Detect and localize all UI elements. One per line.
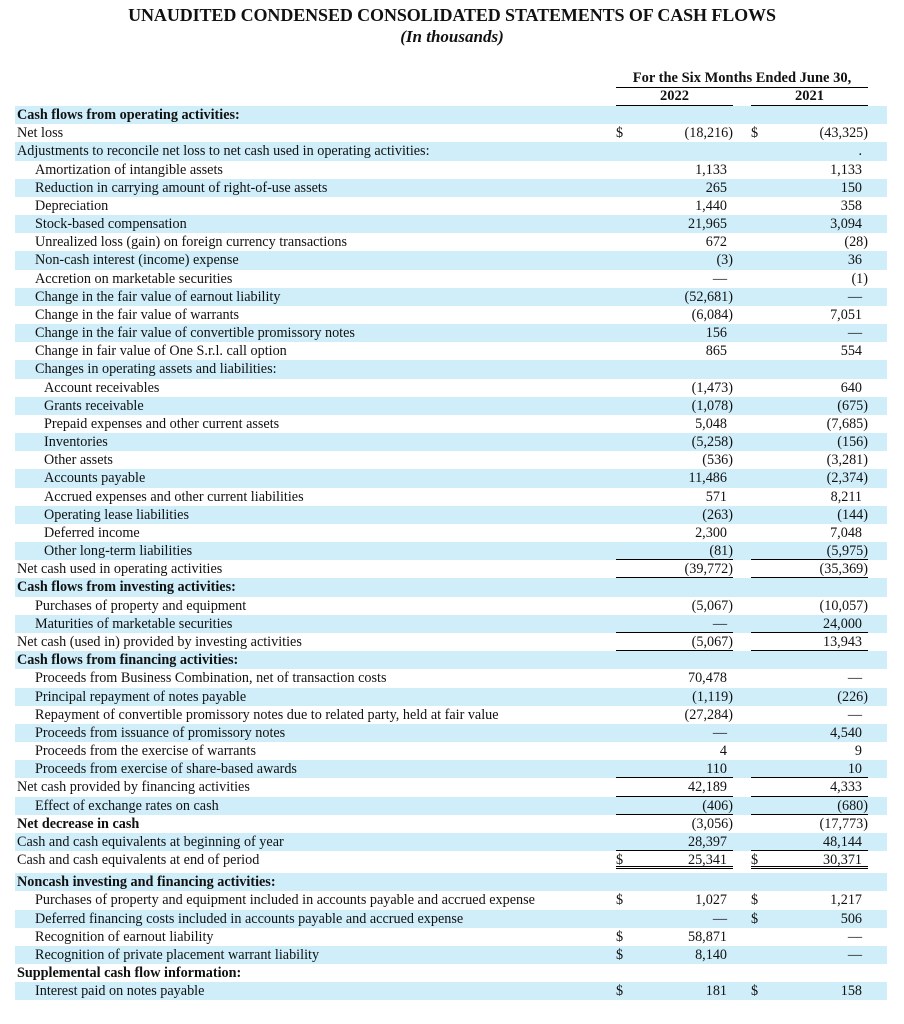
value-cell-2021 — [751, 669, 868, 687]
cell-value: (10,057) — [819, 597, 868, 614]
cell-value: 28,397 — [687, 833, 727, 850]
value-cell-2022 — [616, 179, 733, 197]
table-row — [15, 288, 887, 306]
value-cell-2022 — [616, 488, 733, 506]
cell-value: 156 — [705, 325, 727, 342]
row-label: Proceeds from Business Combination, net of transaction costs — [35, 670, 387, 687]
row-label: Cash and cash equivalents at end of period — [17, 852, 260, 869]
value-cell-2021 — [751, 379, 868, 397]
cell-value: — — [847, 928, 862, 945]
value-cell-2021 — [751, 910, 868, 928]
row-label: Effect of exchange rates on cash — [35, 797, 219, 814]
row-label: Cash flows from financing activities: — [17, 652, 239, 669]
currency-symbol: $ — [616, 852, 624, 869]
cell-value: 4,540 — [830, 724, 862, 741]
table-row — [15, 946, 887, 964]
table-row — [15, 982, 887, 1000]
section-header-row — [15, 873, 887, 891]
row-label: Noncash investing and financing activities: — [17, 874, 276, 891]
value-cell-2022 — [616, 379, 733, 397]
currency-symbol: $ — [616, 928, 624, 945]
section-header-row — [15, 578, 887, 596]
value-cell-2021 — [751, 324, 868, 342]
row-label: Other assets — [44, 452, 113, 469]
cell-value: (2,374) — [826, 470, 868, 487]
value-cell-2022 — [616, 397, 733, 415]
cell-value: (1,078) — [691, 397, 733, 414]
value-cell-2022 — [616, 706, 733, 724]
value-cell-2022 — [616, 360, 733, 378]
cell-value: (5,067) — [691, 597, 733, 614]
table-row — [15, 928, 887, 946]
cell-value: 11,486 — [688, 470, 727, 487]
table-row — [15, 669, 887, 687]
table-row — [15, 124, 887, 142]
row-label: Recognition of earnout liability — [35, 928, 214, 945]
cell-value: 358 — [840, 197, 862, 214]
table-row — [15, 778, 887, 796]
value-cell-2022 — [616, 578, 733, 596]
cell-value: 5,048 — [695, 415, 727, 432]
value-cell-2022 — [616, 469, 733, 487]
statement-subtitle: (In thousands) — [400, 27, 504, 46]
cell-value: — — [712, 724, 727, 741]
value-cell-2022 — [616, 688, 733, 706]
cell-value: 42,189 — [687, 779, 727, 796]
value-cell-2022 — [616, 415, 733, 433]
cell-value: 58,871 — [687, 928, 727, 945]
table-row — [15, 833, 887, 851]
value-cell-2021 — [751, 106, 868, 124]
value-cell-2021 — [751, 615, 868, 633]
cell-value: 265 — [705, 179, 727, 196]
value-cell-2022 — [616, 615, 733, 633]
table-row — [15, 142, 887, 160]
table-row — [15, 615, 887, 633]
cell-value: (28) — [844, 234, 868, 251]
row-label: Reduction in carrying amount of right-of-use assets — [35, 179, 328, 196]
value-cell-2021 — [751, 928, 868, 946]
row-label: Non-cash interest (income) expense — [35, 252, 239, 269]
cell-value: (3,056) — [691, 815, 733, 832]
value-cell-2021 — [751, 270, 868, 288]
row-label: Adjustments to reconcile net loss to net cash used in operating activities: — [17, 143, 430, 160]
value-cell-2022 — [616, 597, 733, 615]
value-cell-2021 — [751, 360, 868, 378]
table-row — [15, 797, 887, 815]
value-cell-2021 — [751, 815, 868, 833]
value-cell-2022 — [616, 815, 733, 833]
value-cell-2021 — [751, 560, 868, 578]
table-row — [15, 251, 887, 269]
cell-value: 506 — [840, 910, 862, 927]
value-cell-2022 — [616, 524, 733, 542]
cell-value: (675) — [837, 397, 868, 414]
cell-value: (3) — [716, 252, 733, 269]
cell-value: (39,772) — [684, 561, 733, 578]
value-cell-2022 — [616, 651, 733, 669]
value-cell-2021 — [751, 506, 868, 524]
row-label: Accounts payable — [44, 470, 146, 487]
table-row — [15, 742, 887, 760]
row-label: Cash flows from operating activities: — [17, 107, 240, 123]
value-cell-2021 — [751, 469, 868, 487]
value-cell-2022 — [616, 124, 733, 142]
value-cell-2021 — [751, 288, 868, 306]
row-label: Proceeds from issuance of promissory notes — [35, 724, 286, 741]
cell-value: — — [712, 615, 727, 632]
row-label: Accrued expenses and other current liabilities — [44, 488, 304, 505]
cell-value: 571 — [705, 488, 727, 505]
cell-value: — — [847, 946, 862, 963]
value-cell-2021 — [751, 578, 868, 596]
cell-value: (43,325) — [819, 125, 868, 142]
value-cell-2022 — [616, 633, 733, 651]
value-cell-2021 — [751, 215, 868, 233]
cell-value: 24,000 — [822, 615, 862, 632]
value-cell-2021 — [751, 451, 868, 469]
value-cell-2022 — [616, 982, 733, 1000]
cell-value: 10 — [847, 761, 862, 778]
currency-symbol: $ — [751, 983, 759, 1000]
cell-value: 2,300 — [695, 524, 727, 541]
value-cell-2021 — [751, 873, 868, 891]
row-label: Principal repayment of notes payable — [35, 688, 247, 705]
row-label: Other long-term liabilities — [44, 543, 193, 560]
currency-symbol: $ — [616, 125, 624, 142]
value-cell-2021 — [751, 724, 868, 742]
value-cell-2022 — [616, 106, 733, 124]
value-cell-2021 — [751, 982, 868, 1000]
value-cell-2021 — [751, 306, 868, 324]
value-cell-2022 — [616, 142, 733, 160]
value-cell-2021 — [751, 415, 868, 433]
value-cell-2021 — [751, 397, 868, 415]
value-cell-2021 — [751, 488, 868, 506]
cell-value: 48,144 — [822, 833, 862, 850]
statement-title: UNAUDITED CONDENSED CONSOLIDATED STATEMENTS OF CASH FLOWS — [128, 5, 776, 25]
value-cell-2021 — [751, 197, 868, 215]
value-cell-2021 — [751, 233, 868, 251]
row-label: Net loss — [17, 125, 64, 142]
cell-value: 7,051 — [830, 306, 862, 323]
value-cell-2022 — [616, 270, 733, 288]
value-cell-2021 — [751, 706, 868, 724]
currency-symbol: $ — [751, 852, 759, 869]
value-cell-2022 — [616, 560, 733, 578]
value-cell-2022 — [616, 306, 733, 324]
row-label: Change in fair value of One S.r.l. call option — [35, 343, 287, 360]
table-row — [15, 415, 887, 433]
value-cell-2022 — [616, 851, 733, 869]
row-label: Net cash used in operating activities — [17, 561, 223, 578]
table-row — [15, 760, 887, 778]
table-row — [15, 379, 887, 397]
cell-value: (27,284) — [684, 706, 733, 723]
value-cell-2022 — [616, 161, 733, 179]
section-header-row — [15, 106, 887, 124]
cell-value: 672 — [705, 234, 727, 251]
cell-value: 25,341 — [687, 852, 727, 869]
row-label: Purchases of property and equipment — [35, 597, 247, 614]
cell-value: 3,094 — [830, 216, 862, 233]
section-header-row — [15, 964, 887, 982]
value-cell-2021 — [751, 778, 868, 796]
row-label: Deferred income — [44, 524, 140, 541]
table-row — [15, 724, 887, 742]
value-cell-2022 — [616, 742, 733, 760]
value-cell-2021 — [751, 946, 868, 964]
cell-value: 4 — [719, 743, 727, 760]
value-cell-2022 — [616, 433, 733, 451]
column-header-2021: 2021 — [751, 88, 868, 106]
cell-value: 21,965 — [687, 216, 727, 233]
table-row — [15, 215, 887, 233]
value-cell-2021 — [751, 760, 868, 778]
cell-value: (1,473) — [691, 379, 733, 396]
cell-value: (536) — [702, 452, 733, 469]
cell-value: (52,681) — [684, 288, 733, 305]
value-cell-2021 — [751, 833, 868, 851]
table-row — [15, 633, 887, 651]
table-row — [15, 851, 887, 869]
row-label: Purchases of property and equipment included in accounts payable and accrued expense — [35, 892, 535, 909]
row-label: Supplemental cash flow information: — [17, 965, 242, 982]
cell-value: (5,067) — [691, 633, 733, 650]
cell-value: 1,217 — [830, 892, 862, 909]
value-cell-2022 — [616, 833, 733, 851]
value-cell-2022 — [616, 797, 733, 815]
cell-value: 7,048 — [830, 524, 862, 541]
table-row — [15, 161, 887, 179]
row-label: Repayment of convertible promissory notes due to related party, held at fair value — [35, 706, 499, 723]
value-cell-2022 — [616, 233, 733, 251]
section-header-row — [15, 815, 887, 833]
cell-value: 1,133 — [695, 161, 727, 178]
value-cell-2021 — [751, 142, 868, 160]
table-row — [15, 306, 887, 324]
cell-value: 1,440 — [695, 197, 727, 214]
row-label: Proceeds from exercise of share-based awards — [35, 761, 297, 778]
value-cell-2021 — [751, 524, 868, 542]
cell-value: 13,943 — [822, 633, 862, 650]
row-label: Operating lease liabilities — [44, 506, 189, 523]
cell-value: 30,371 — [822, 852, 862, 869]
currency-symbol: $ — [616, 983, 624, 1000]
value-cell-2021 — [751, 342, 868, 360]
row-label: Cash flows from investing activities: — [17, 579, 236, 596]
value-cell-2021 — [751, 651, 868, 669]
cell-value: (5,258) — [691, 434, 733, 451]
row-label: Grants receivable — [44, 397, 144, 414]
cell-value: (156) — [837, 434, 868, 451]
table-row — [15, 891, 887, 909]
cell-value: — — [712, 910, 727, 927]
value-cell-2022 — [616, 724, 733, 742]
value-cell-2021 — [751, 851, 868, 869]
table-row — [15, 433, 887, 451]
table-row — [15, 397, 887, 415]
table-row — [15, 324, 887, 342]
value-cell-2021 — [751, 797, 868, 815]
value-cell-2022 — [616, 891, 733, 909]
cell-value: 1,133 — [830, 161, 862, 178]
table-row — [15, 469, 887, 487]
cell-value: 865 — [705, 343, 727, 360]
currency-symbol: $ — [616, 946, 624, 963]
value-cell-2021 — [751, 964, 868, 982]
row-label: Change in the fair value of convertible promissory notes — [35, 325, 355, 342]
row-label: Change in the fair value of earnout liability — [35, 288, 281, 305]
value-cell-2022 — [616, 946, 733, 964]
value-cell-2021 — [751, 161, 868, 179]
cell-value: — — [712, 270, 727, 287]
cell-value: 8,211 — [830, 488, 862, 505]
value-cell-2021 — [751, 597, 868, 615]
value-cell-2022 — [616, 778, 733, 796]
cell-value: (406) — [702, 797, 733, 814]
row-label: Deferred financing costs included in accounts payable and accrued expense — [35, 910, 464, 927]
cell-value: (6,084) — [691, 306, 733, 323]
row-label: Net cash (used in) provided by investing activities — [17, 633, 302, 650]
value-cell-2021 — [751, 633, 868, 651]
cell-value: 9 — [854, 743, 862, 760]
value-cell-2022 — [616, 197, 733, 215]
value-cell-2021 — [751, 742, 868, 760]
cell-value: (680) — [837, 797, 868, 814]
value-cell-2021 — [751, 891, 868, 909]
cell-value: 70,478 — [687, 670, 727, 687]
value-cell-2022 — [616, 542, 733, 560]
row-label: Proceeds from the exercise of warrants — [35, 743, 256, 760]
value-cell-2022 — [616, 873, 733, 891]
table-row — [15, 506, 887, 524]
table-row — [15, 524, 887, 542]
table-row — [15, 560, 887, 578]
cell-value: 640 — [840, 379, 862, 396]
cell-value: 181 — [705, 983, 727, 1000]
table-row — [15, 910, 887, 928]
row-label: Amortization of intangible assets — [35, 161, 223, 178]
row-label: Cash and cash equivalents at beginning of year — [17, 833, 284, 850]
row-label: Change in the fair value of warrants — [35, 306, 240, 323]
row-label: Accretion on marketable securities — [35, 270, 233, 287]
value-cell-2022 — [616, 288, 733, 306]
cell-value: (144) — [837, 506, 868, 523]
cell-value: 110 — [706, 761, 727, 778]
currency-symbol: $ — [751, 892, 759, 909]
table-row — [15, 342, 887, 360]
value-cell-2022 — [616, 910, 733, 928]
table-row — [15, 597, 887, 615]
row-label: Changes in operating assets and liabilities: — [35, 361, 277, 378]
cell-value: (17,773) — [819, 815, 868, 832]
currency-symbol: $ — [751, 125, 759, 142]
table-row — [15, 360, 887, 378]
value-cell-2022 — [616, 251, 733, 269]
row-label: Stock-based compensation — [35, 216, 187, 233]
table-row — [15, 706, 887, 724]
row-label: Depreciation — [35, 197, 109, 214]
value-cell-2021 — [751, 124, 868, 142]
cell-value: 150 — [840, 179, 862, 196]
value-cell-2021 — [751, 251, 868, 269]
value-cell-2022 — [616, 342, 733, 360]
cell-value: (1,119) — [692, 688, 733, 705]
cell-value: 1,027 — [695, 892, 727, 909]
row-label: Unrealized loss (gain) on foreign currency transactions — [35, 234, 348, 251]
table-row — [15, 270, 887, 288]
column-header-2022: 2022 — [616, 88, 733, 106]
cell-value: 554 — [840, 343, 862, 360]
cell-value: — — [847, 288, 862, 305]
cell-value: (5,975) — [826, 543, 868, 560]
value-cell-2022 — [616, 215, 733, 233]
cell-value: . — [858, 143, 862, 160]
value-cell-2022 — [616, 324, 733, 342]
cell-value: (81) — [709, 543, 733, 560]
cell-value: (226) — [837, 688, 868, 705]
table-row — [15, 179, 887, 197]
value-cell-2022 — [616, 506, 733, 524]
table-row — [15, 488, 887, 506]
cell-value: 36 — [847, 252, 862, 269]
cash-flow-table — [15, 106, 887, 1000]
row-label: Net decrease in cash — [17, 815, 140, 832]
row-label: Interest paid on notes payable — [35, 983, 205, 1000]
value-cell-2021 — [751, 688, 868, 706]
cell-value: 158 — [840, 983, 862, 1000]
cell-value: (1) — [851, 270, 868, 287]
row-label: Inventories — [44, 434, 108, 451]
value-cell-2022 — [616, 928, 733, 946]
cell-value: 8,140 — [695, 946, 727, 963]
cell-value: (263) — [702, 506, 733, 523]
row-label: Recognition of private placement warrant liability — [35, 946, 320, 963]
value-cell-2021 — [751, 542, 868, 560]
section-header-row — [15, 651, 887, 669]
cell-value: (35,369) — [819, 561, 868, 578]
cell-value: — — [847, 706, 862, 723]
table-row — [15, 451, 887, 469]
currency-symbol: $ — [616, 892, 624, 909]
row-label: Net cash provided by financing activities — [17, 779, 250, 796]
value-cell-2022 — [616, 760, 733, 778]
table-row — [15, 197, 887, 215]
period-header: For the Six Months Ended June 30, — [616, 69, 868, 88]
cell-value: (18,216) — [684, 125, 733, 142]
value-cell-2022 — [616, 964, 733, 982]
value-cell-2022 — [616, 669, 733, 687]
cell-value: — — [847, 325, 862, 342]
row-label: Maturities of marketable securities — [35, 615, 233, 632]
row-label: Account receivables — [44, 379, 160, 396]
currency-symbol: $ — [751, 910, 759, 927]
table-row — [15, 233, 887, 251]
value-cell-2021 — [751, 433, 868, 451]
cell-value: (7,685) — [826, 415, 868, 432]
cell-value: — — [847, 670, 862, 687]
row-label: Prepaid expenses and other current assets — [44, 415, 280, 432]
value-cell-2021 — [751, 179, 868, 197]
cell-value: (3,281) — [826, 452, 868, 469]
table-row — [15, 688, 887, 706]
cell-value: 4,333 — [830, 779, 862, 796]
table-row — [15, 542, 887, 560]
value-cell-2022 — [616, 451, 733, 469]
